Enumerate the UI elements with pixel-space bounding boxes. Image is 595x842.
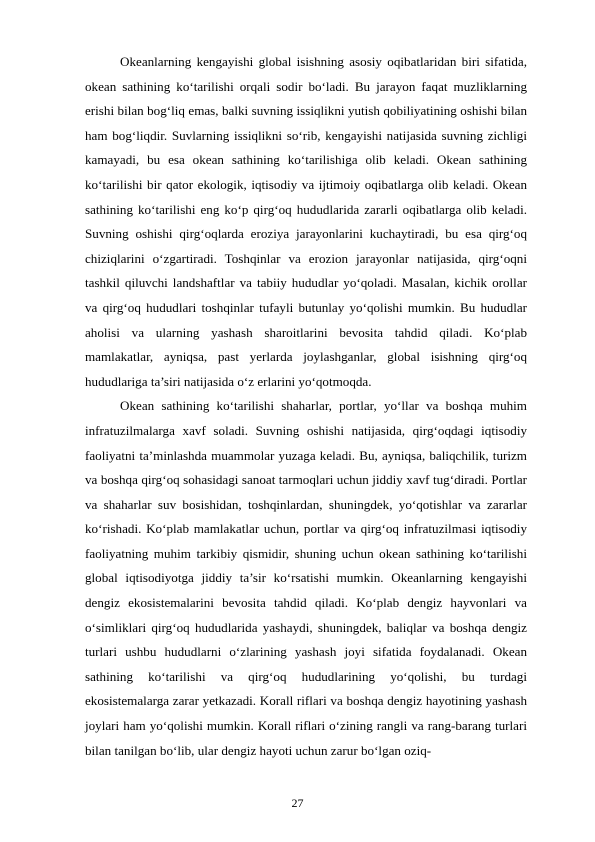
body-text (85, 50, 527, 763)
paragraph-infrastructure-risk: Okean sathining ko‘tarilishi shaharlar, portlar, yo‘llar va boshqa muhim infratuzilmalarga xavf soladi. Suvning oshishi natijasida, qirg‘oqdagi iqtisodiy faoliyatni ta’minlashda muammolar yuzaga keladi. Bu, ayniqsa, baliqchilik, turizm va boshqa qirg‘oq sohasidagi sanoat tarmoqlari uchun jiddiy xavf tug‘diradi. Portlar va shaharlar suv bosishidan, toshqinlardan, shuningdek, yo‘qotishlar va zararlar ko‘rishadi. Ko‘plab mamlakatlar uchun, portlar va qirg‘oq infratuzilmasi iqtisodiy faoliyatning muhim tarkibiy qismidir, shuning uchun okean sathining ko‘tarilishi global iqtisodiyotga jiddiy ta’sir ko‘rsatishi mumkin. Okeanlarning kengayishi dengiz ekosistemalarini bevosita tahdid qiladi. Ko‘plab dengiz hayvonlari va o‘simliklari qirg‘oq hududlarida yashaydi, shuningdek, baliqlar va boshqa dengiz turlari ushbu hududlarni o‘zlarining yashash joyi sifatida foydalanadi. Okean sathining ko‘tarilishi va qirg‘oq hududlarining yo‘qolishi, bu turdagi ekosistemalarga zarar yetkazadi. Korall riflari va boshqa dengiz hayotining yashash joylari ham yo‘qolishi mumkin. Korall riflari o‘zining rangli va rang-barang turlari bilan tanilgan bo‘lib, ular dengiz hayoti uchun zarur bo‘lgan oziq- (85, 398, 527, 758)
page-number: 27 (291, 796, 304, 810)
paragraph-ocean-expansion: Okeanlarning kengayishi global isishning asosiy oqibatlaridan biri sifatida, okean sathining ko‘tarilishi orqali sodir bo‘ladi. Bu jarayon faqat muzliklarning erishi bilan bog‘liq emas, balki suvning issiqlikni yutish qobiliyatining oshishi bilan ham bog‘liqdir. Suvlarning issiqlikni so‘rib, kengayishi natijasida suvning zichligi kamayadi, bu esa okean sathining ko‘tarilishiga olib keladi. Okean sathining ko‘tarilishi bir qator ekologik, iqtisodiy va ijtimoiy oqibatlarga olib keladi. Okean sathining ko‘tarilishi eng ko‘p qirg‘oq hududlarida zararli oqibatlarga olib keladi. Suvning oshishi qirg‘oqlarda eroziya jarayonlarini kuchaytiradi, bu esa qirg‘oq chiziqlarini o‘zgartiradi. Toshqinlar va erozion jarayonlar natijasida, qirg‘oqni tashkil qiluvchi landshaftlar va tabiiy hududlar yo‘qoladi. Masalan, kichik orollar va qirg‘oq hududlari toshqinlar tufayli butunlay yo‘qolishi mumkin. Bu hududlar aholisi va ularning yashash sharoitlarini bevosita tahdid qiladi. Ko‘plab mamlakatlar, ayniqsa, past yerlarda joylashganlar, global isishning qirg‘oq hududlariga ta’siri natijasida o‘z erlarini yo‘qotmoqda. (85, 54, 527, 389)
